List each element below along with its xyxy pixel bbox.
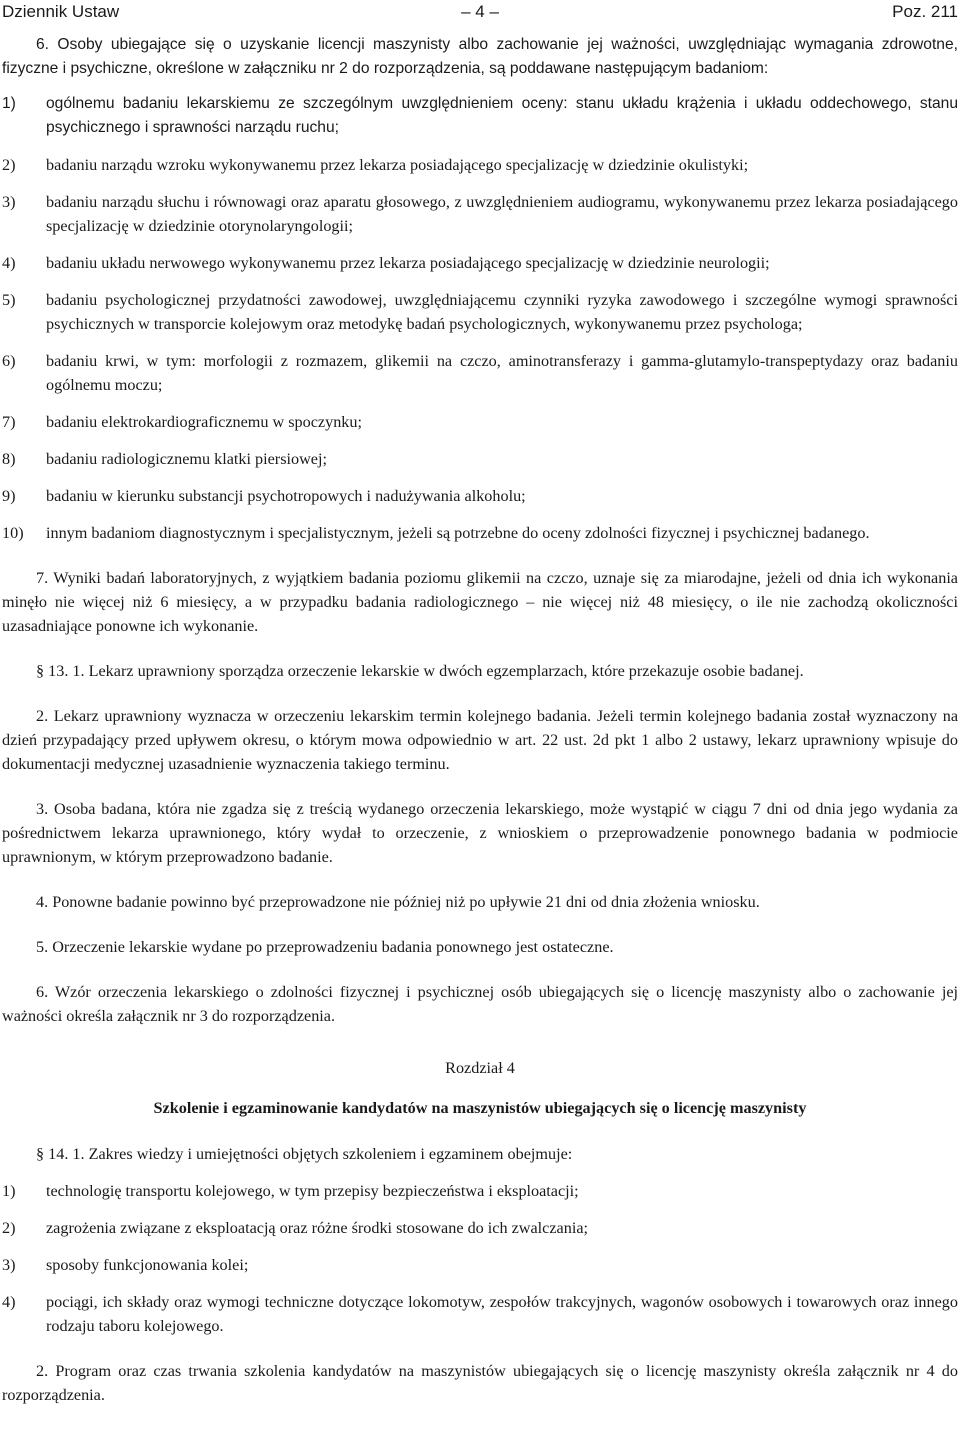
list-number: 7) (2, 413, 16, 431)
list-text: badaniu narządu słuchu i równowagi oraz aparatu głosowego, z uwzględnieniem audiogramu, wykonywanemu przez lekarza posiadającego specjalizację w dziedzinie otorynolaryngologii; (46, 193, 958, 235)
scope-item-3 (2, 1253, 958, 1277)
section-13-6: 6. Wzór orzeczenia lekarskiego o zdolności fizycznej i psychicznej osób ubiegających się o licencję maszynisty albo o zachowanie jej ważności określa załącznik nr 3 do rozporządzenia. (2, 983, 958, 1025)
list-number: 6) (2, 352, 16, 370)
chapter-label: Rozdział 4 (445, 1059, 515, 1077)
position-number: Poz. 211 (892, 2, 958, 21)
section-13-4: 4. Ponowne badanie powinno być przeprowadzone nie później niż po upływie 21 dni od dnia złożenia wniosku. (36, 893, 760, 911)
section-14-1: § 14. 1. Zakres wiedzy i umiejętności objętych szkoleniem i egzaminem obejmuje: (36, 1145, 573, 1163)
exam-item-3 (2, 190, 958, 238)
list-number: 3) (2, 193, 16, 211)
list-text: sposoby funkcjonowania kolei; (46, 1256, 249, 1274)
paragraph-6: 6. Osoby ubiegające się o uzyskanie licencji maszynisty albo zachowanie jej ważności, uwzględniając wymagania zdrowotne, fizyczne i psychiczne, określone w załączniku nr 2 do rozporządzenia, są poddawane następującym badaniom: (2, 36, 958, 77)
exam-item-4 (2, 251, 958, 275)
list-number: 1) (2, 1182, 16, 1200)
list-text: pociągi, ich składy oraz wymogi techniczne dotyczące lokomotyw, zespołów trakcyjnych, wagonów osobowych i towarowych oraz innego rodzaju taboru kolejowego. (46, 1293, 958, 1335)
list-number: 2) (2, 156, 16, 174)
list-number: 4) (2, 254, 16, 272)
list-number: 10) (2, 524, 24, 542)
list-text: badaniu radiologicznemu klatki piersiowej; (46, 450, 327, 468)
scope-item-2 (2, 1216, 958, 1240)
list-number: 4) (2, 1293, 16, 1311)
scope-item-1 (2, 1179, 958, 1203)
list-number: 3) (2, 1256, 16, 1274)
list-text: badaniu krwi, w tym: morfologii z rozmazem, glikemii na czczo, aminotransferazy i gamma-glutamylo-transpeptydazy oraz badaniu ogólnemu moczu; (46, 352, 958, 394)
exam-item-1 (2, 92, 958, 140)
chapter-title: Szkolenie i egzaminowanie kandydatów na maszynistów ubiegających się o licencję maszynisty (153, 1099, 807, 1117)
paragraph-7: 7. Wyniki badań laboratoryjnych, z wyjątkiem badania poziomu glikemii na czczo, uznaje się za miarodajne, jeżeli od dnia ich wykonania minęło nie więcej niż 6 miesięcy, a w przypadku badania radiologicznego – nie więcej niż 48 miesięcy, o ile nie zachodzą okoliczności uzasadniające ponowne ich wykonanie. (2, 569, 958, 635)
exam-item-9 (2, 484, 958, 508)
list-number: 5) (2, 291, 16, 309)
list-number: 8) (2, 450, 16, 468)
section-13-1: § 13. 1. Lekarz uprawniony sporządza orzeczenie lekarskie w dwóch egzemplarzach, które przekazuje osobie badanej. (36, 662, 804, 680)
document-body (2, 33, 958, 1407)
list-text: ogólnemu badaniu lekarskiemu ze szczególnym uwzględnieniem oceny: stanu układu krążenia i układu oddechowego, stanu psychicznego i sprawności narządu ruchu; (46, 95, 958, 136)
exam-item-2 (2, 153, 958, 177)
list-text: zagrożenia związane z eksploatacją oraz różne środki stosowane do ich zwalczania; (46, 1219, 589, 1237)
exam-item-5 (2, 288, 958, 336)
section-14-2: 2. Program oraz czas trwania szkolenia kandydatów na maszynistów ubiegających się o licencję maszynisty określa załącznik nr 4 do rozporządzenia. (2, 1362, 958, 1404)
list-text: badaniu narządu wzroku wykonywanemu przez lekarza posiadającego specjalizację w dziedzinie okulistyki; (46, 156, 749, 174)
exam-item-10 (2, 521, 958, 545)
section-13-3: 3. Osoba badana, która nie zgadza się z treścią wydanego orzeczenia lekarskiego, może wystąpić w ciągu 7 dni od dnia jego wydania za pośrednictwem lekarza uprawnionego, który wydał to orzeczenie, z wnioskiem o przeprowadzenie ponownego badania w podmiocie uprawnionym, w którym przeprowadzono badanie. (2, 800, 958, 866)
exam-item-8 (2, 447, 958, 471)
section-13-5: 5. Orzeczenie lekarskie wydane po przeprowadzeniu badania ponownego jest ostateczne. (36, 938, 614, 956)
exam-list (2, 92, 958, 545)
page-number: – 4 – (461, 2, 499, 21)
exam-item-6 (2, 349, 958, 397)
journal-name: Dziennik Ustaw (2, 2, 120, 21)
list-text: badaniu elektrokardiograficznemu w spoczynku; (46, 413, 362, 431)
list-number: 2) (2, 1219, 16, 1237)
exam-item-7 (2, 410, 958, 434)
list-text: badaniu w kierunku substancji psychotropowych i nadużywania alkoholu; (46, 487, 526, 505)
list-text: badaniu układu nerwowego wykonywanemu przez lekarza posiadającego specjalizację w dziedzinie neurologii; (46, 254, 770, 272)
scope-item-4 (2, 1290, 958, 1338)
list-text: badaniu psychologicznej przydatności zawodowej, uwzględniającemu czynniki ryzyka zawodowego i szczególne wymogi sprawności psychicznych w transporcie kolejowym oraz metodykę badań psychologicznych, wykonywanemu przez psychologa; (46, 291, 958, 333)
scope-list (2, 1179, 958, 1338)
section-13-2: 2. Lekarz uprawniony wyznacza w orzeczeniu lekarskim termin kolejnego badania. Jeżeli termin kolejnego badania został wyznaczony na dzień przypadający przed upływem okresu, o którym mowa odpowiednio w art. 22 ust. 2d pkt 1 albo 2 ustawy, lekarz uprawniony wpisuje do dokumentacji medycznej uzasadnienie wyznaczenia takiego terminu. (2, 707, 958, 773)
page-header (0, 0, 960, 26)
list-text: technologię transportu kolejowego, w tym przepisy bezpieczeństwa i eksploatacji; (46, 1182, 579, 1200)
list-number: 1) (2, 95, 16, 112)
list-text: innym badaniom diagnostycznym i specjalistycznym, jeżeli są potrzebne do oceny zdolności fizycznej i psychicznej badanego. (46, 524, 870, 542)
list-number: 9) (2, 487, 16, 505)
